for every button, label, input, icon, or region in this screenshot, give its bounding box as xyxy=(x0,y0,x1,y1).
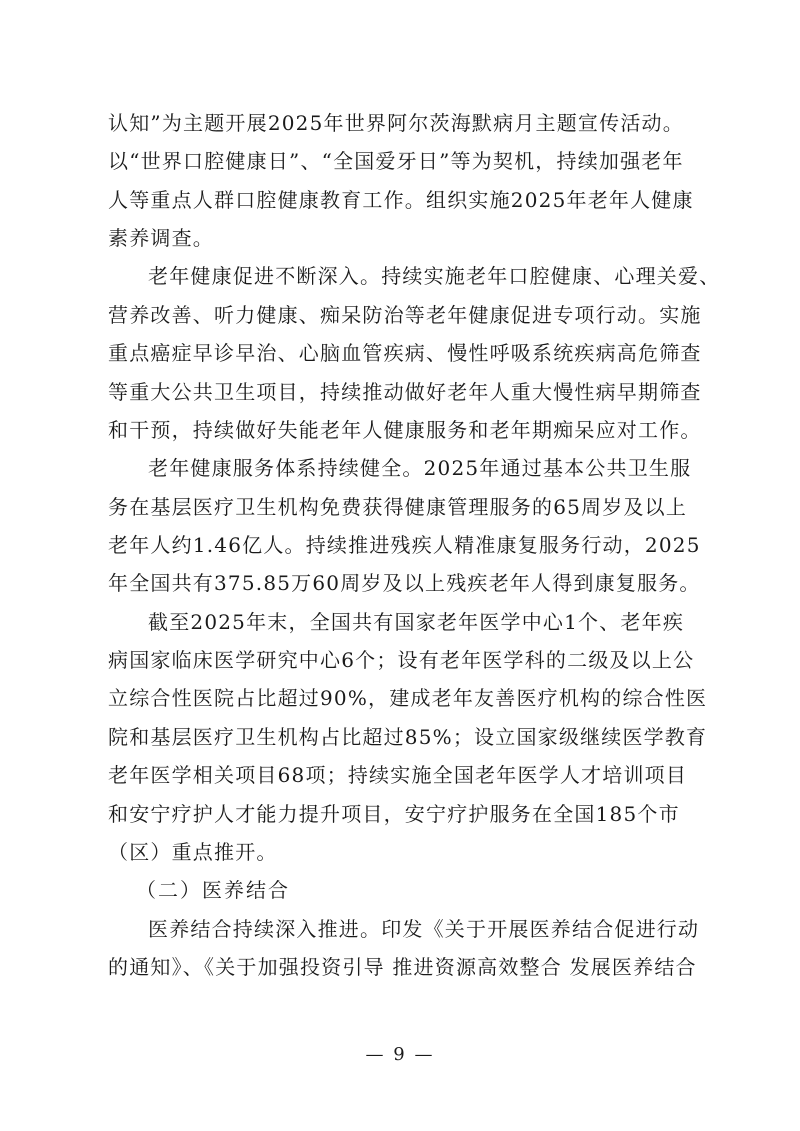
section-heading: （二）医养结合 xyxy=(136,878,290,902)
body-text-line: 院和基层医疗卫生机构占比超过85%；设立国家级继续医学教育 xyxy=(108,725,708,749)
body-text-line: 营养改善、听力健康、痴呆防治等老年健康促进专项行动。实施 xyxy=(108,303,702,327)
body-text-line: 认知”为主题开展2025年世界阿尔茨海默病月主题宣传活动。 xyxy=(108,111,684,135)
body-text-line: 的通知》、《关于加强投资引导 推进资源高效整合 发展医养结合 xyxy=(108,955,697,979)
body-text-line: 截至2025年末，全国共有国家老年医学中心1个、老年疾 xyxy=(148,610,685,634)
body-text-line: （区）重点推开。 xyxy=(108,840,278,864)
body-text-line: 医养结合持续深入推进。印发《关于开展医养结合促进行动 xyxy=(148,917,700,941)
page-number: — 9 — xyxy=(365,1044,435,1065)
body-text-line: 素养调查。 xyxy=(108,226,214,250)
body-text-line: 立综合性医院占比超过90%，建成老年友善医疗机构的综合性医 xyxy=(108,686,708,710)
body-text-line: 年全国共有375.85万60周岁及以上残疾老年人得到康复服务。 xyxy=(108,571,701,595)
body-text-line: 老年健康促进不断深入。持续实施老年口腔健康、心理关爱、 xyxy=(148,264,721,288)
body-text-line: 重点癌症早诊早治、心脑血管疾病、慢性呼吸系统疾病高危筛查 xyxy=(108,341,702,365)
body-text-line: 和干预，持续做好失能老年人健康服务和老年期痴呆应对工作。 xyxy=(108,418,702,442)
body-text-line: 务在基层医疗卫生机构免费获得健康管理服务的65周岁及以上 xyxy=(108,495,688,519)
body-text-line: 老年人约1.46亿人。持续推进残疾人精准康复服务行动，2025 xyxy=(108,533,701,557)
body-text-line: 老年医学相关项目68项；持续实施全国老年医学人才培训项目 xyxy=(108,763,688,787)
body-text-line: 人等重点人群口腔健康教育工作。组织实施2025年老年人健康 xyxy=(108,188,694,212)
body-text-line: 以“世界口腔健康日”、“全国爱牙日”等为契机，持续加强老年 xyxy=(108,149,684,173)
body-text-line: 和安宁疗护人才能力提升项目，安宁疗护服务在全国185个市 xyxy=(108,802,680,826)
body-text-line: 老年健康服务体系持续健全。2025年通过基本公共卫生服 xyxy=(148,456,692,480)
body-text-line: 等重大公共卫生项目，持续推动做好老年人重大慢性病早期筛查 xyxy=(108,380,702,404)
body-text-line: 病国家临床医学研究中心6个；设有老年医学科的二级及以上公 xyxy=(108,648,695,672)
